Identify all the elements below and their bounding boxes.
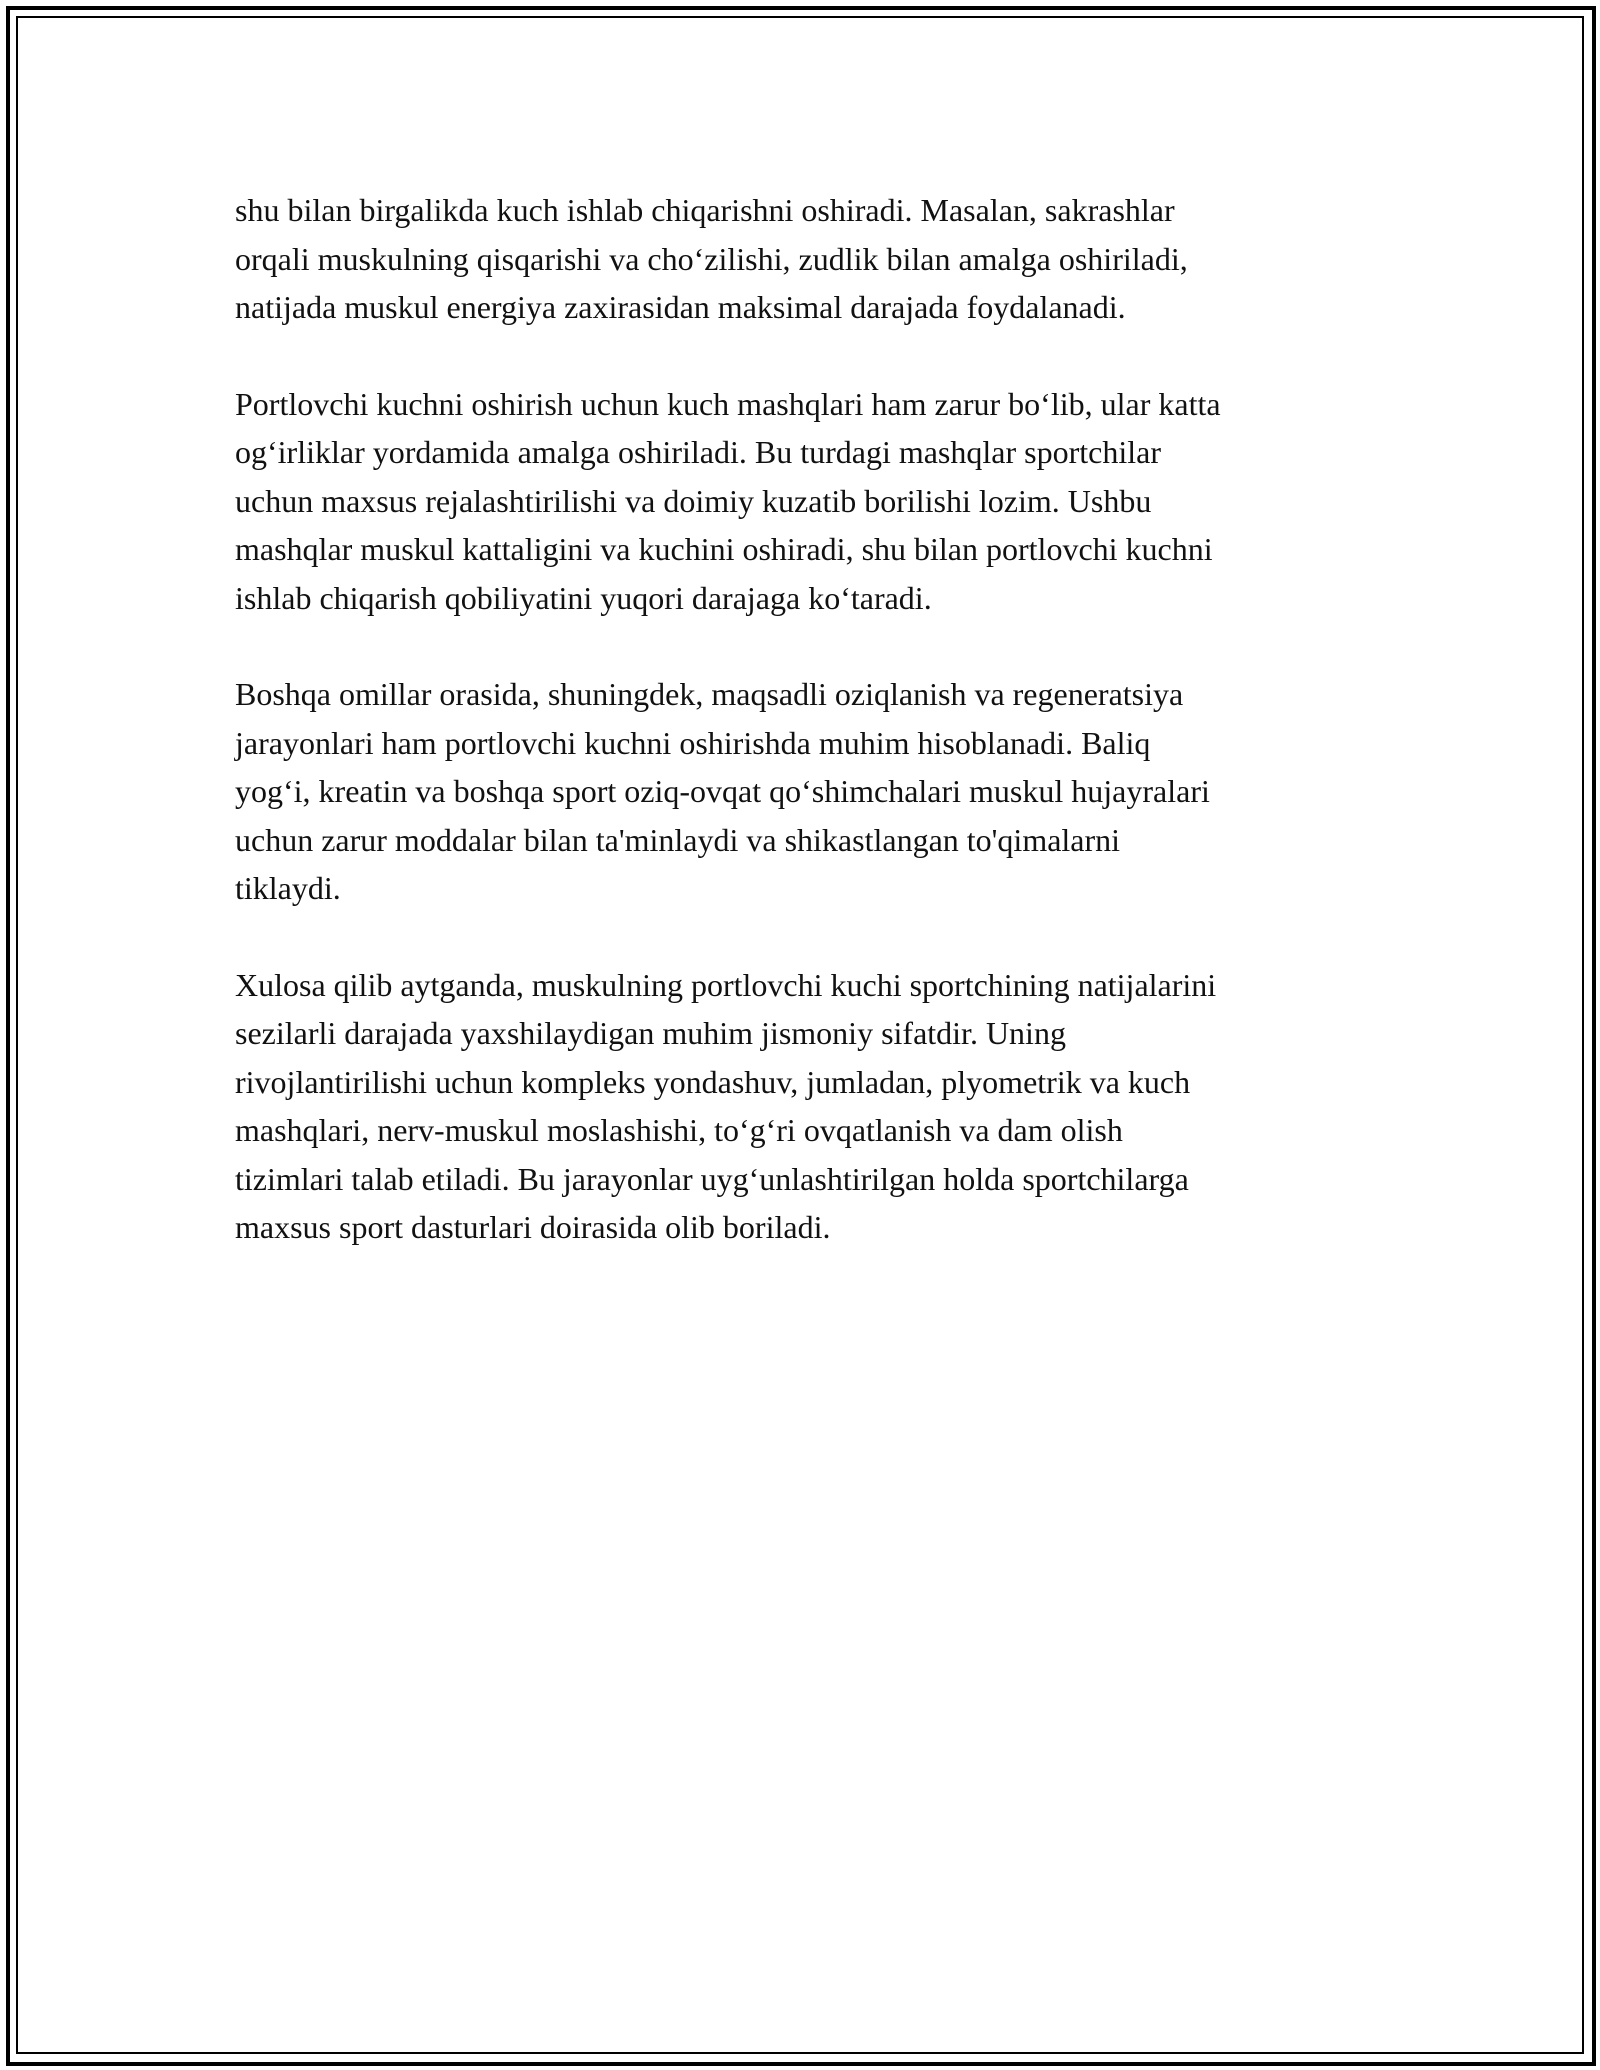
text-line: uchun maxsus rejalashtirilishi va doimiy kuzatib borilishi lozim. Ushbu <box>235 482 1152 519</box>
text-line: maxsus sport dasturlari doirasida olib boriladi. <box>235 1209 831 1245</box>
text-line: tizimlari talab etiladi. Bu jarayonlar uyg‘unlashtirilgan holda sportchilarga <box>235 1160 1189 1197</box>
text-line: natijada muskul energiya zaxirasidan maksimal darajada foydalanadi. <box>235 289 1126 325</box>
text-line: tiklaydi. <box>235 870 341 906</box>
paragraph-2 <box>235 380 1370 623</box>
text-line: orqali muskulning qisqarishi va cho‘zilishi, zudlik bilan amalga oshiriladi, <box>235 240 1188 277</box>
text-line: yog‘i, kreatin va boshqa sport oziq-ovqat qo‘shimchalari muskul hujayralari <box>235 773 1210 809</box>
text-line: Xulosa qilib aytganda, muskulning portlovchi kuchi sportchining natijalarini <box>235 966 1217 1003</box>
text-line: ishlab chiqarish qobiliyatini yuqori darajaga ko‘taradi. <box>235 579 932 616</box>
text-line: mashqlar muskul kattaligini va kuchini oshiradi, shu bilan portlovchi kuchni <box>235 531 1213 567</box>
document-body <box>235 186 1370 1300</box>
text-line: uchun zarur moddalar bilan ta'minlaydi va shikastlangan to'qimalarni <box>235 821 1121 858</box>
text-line: Boshqa omillar orasida, shuningdek, maqsadli oziqlanish va regeneratsiya <box>235 676 1184 712</box>
paragraph-1 <box>235 186 1370 332</box>
text-line: mashqlari, nerv-muskul moslashishi, to‘g‘ri ovqatlanish va dam olish <box>235 1112 1123 1148</box>
text-line: og‘irliklar yordamida amalga oshiriladi. Bu turdagi mashqlar sportchilar <box>235 434 1161 470</box>
text-line: rivojlantirilishi uchun kompleks yondashuv, jumladan, plyometrik va kuch <box>235 1063 1191 1100</box>
text-line: Portlovchi kuchni oshirish uchun kuch mashqlari ham zarur bo‘lib, ular katta <box>235 385 1221 422</box>
paragraph-3 <box>235 670 1370 913</box>
paragraph-4 <box>235 961 1370 1252</box>
text-line: shu bilan birgalikda kuch ishlab chiqarishni oshiradi. Masalan, sakrashlar <box>235 192 1175 228</box>
text-line: sezilarli darajada yaxshilaydigan muhim jismoniy sifatdir. Uning <box>235 1015 1066 1051</box>
text-line: jarayonlari ham portlovchi kuchni oshirishda muhim hisoblanadi. Baliq <box>235 724 1151 761</box>
